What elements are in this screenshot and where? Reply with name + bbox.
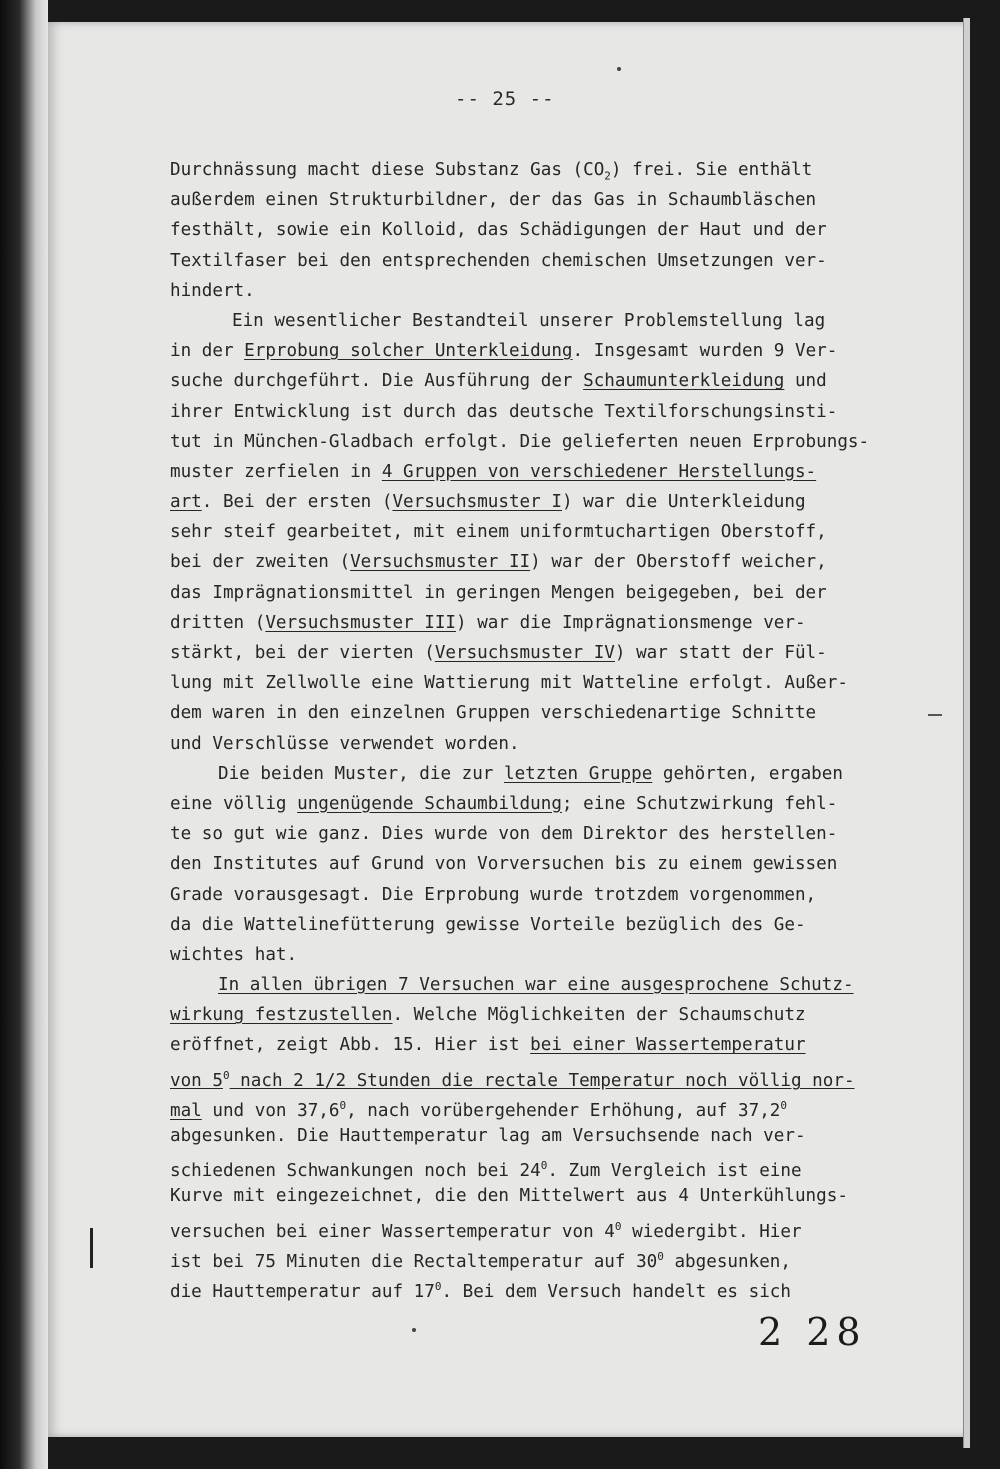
underlined-text: 4 Gruppen von verschiedener Herstellungs-	[381, 461, 817, 482]
text-run: bei der zweiten (	[170, 552, 351, 573]
text-run: 0	[222, 1068, 230, 1082]
text-run: und Verschlüsse verwendet worden.	[170, 733, 520, 754]
text-run: das Imprägnationsmittel in geringen Mengen beigegeben, bei der	[170, 582, 827, 603]
text-run: eröffnet, zeigt Abb. 15. Hier ist	[170, 1035, 531, 1056]
text-run: hindert.	[170, 280, 255, 301]
text-line	[170, 1030, 940, 1060]
text-run: . Bei dem Versuch handelt es sich	[441, 1281, 791, 1302]
text-run: abgesunken. Die Hauttemperatur lag am Versuchsende nach ver-	[170, 1126, 806, 1146]
text-line	[170, 910, 940, 940]
text-line	[170, 1061, 940, 1091]
text-run: den Institutes auf Grund von Vorversuchen bis zu einem gewissen	[170, 854, 838, 875]
text-run: te so gut wie ganz. Dies wurde von dem Direktor des herstellen-	[170, 824, 838, 845]
text-line	[170, 547, 940, 577]
text-run: . Zum Vergleich ist eine	[547, 1161, 802, 1182]
text-run: dem waren in den einzelnen Gruppen verschiedenartige Schnitte	[170, 703, 817, 724]
text-line	[170, 970, 940, 1000]
text-run: tut in München-Gladbach erfolgt. Die gelieferten neuen Erprobungs-	[170, 431, 870, 452]
text-run: gehörten, ergaben	[652, 763, 843, 784]
text-line	[170, 880, 940, 910]
underlined-text: nach 2 1/2 Stunden die rectale Temperatur noch völlig nor-	[229, 1070, 855, 1091]
text-run: ) frei. Sie enthält	[610, 160, 813, 180]
text-line	[170, 1151, 940, 1181]
text-run: da die Wattelinefütterung gewisse Vorteile bezüglich des Ge-	[170, 914, 806, 935]
page-edge	[963, 18, 970, 1448]
text-line	[170, 366, 940, 396]
punch-dot	[617, 67, 621, 71]
text-line	[170, 397, 940, 427]
underlined-text: Erprobung solcher Unterkleidung	[244, 341, 573, 362]
text-run: . Welche Möglichkeiten der Schaumschutz	[392, 1005, 806, 1026]
text-run: stärkt, bei der vierten (	[170, 643, 435, 663]
text-line	[170, 1091, 940, 1121]
underlined-text: von 5	[170, 1070, 223, 1091]
text-line	[170, 1272, 940, 1302]
underlined-text: wirkung festzustellen	[170, 1005, 393, 1026]
text-line	[170, 457, 940, 487]
underlined-text: ungenügende Schaumbildung	[297, 793, 562, 814]
text-run: . Bei der ersten (	[201, 492, 393, 513]
text-line	[170, 638, 940, 668]
text-run: suche durchgeführt. Die Ausführung der	[170, 371, 584, 392]
text-run: Die beiden Muster, die zur	[218, 763, 504, 784]
text-line	[170, 1121, 940, 1151]
underlined-text: In allen übrigen 7 Versuchen war eine ausgesprochene Schutz-	[218, 975, 854, 996]
text-line	[170, 246, 940, 276]
text-run: muster zerfielen in	[170, 461, 382, 482]
text-line	[170, 517, 940, 547]
text-run: Kurve mit eingezeichnet, die den Mittelwert aus 4 Unterkühlungs-	[170, 1186, 848, 1207]
text-run: ) war der Oberstoff weicher,	[530, 552, 827, 573]
text-line	[170, 487, 940, 517]
underlined-text: Versuchsmuster II	[350, 552, 531, 573]
text-line	[170, 849, 940, 879]
text-line	[170, 427, 940, 457]
text-line	[170, 1181, 940, 1211]
text-line	[170, 1212, 940, 1242]
text-run: und	[784, 371, 827, 392]
underlined-text: Versuchsmuster III	[265, 612, 457, 633]
margin-tick	[928, 714, 942, 716]
text-run: sehr steif gearbeitet, mit einem uniformtuchartigen Oberstoff,	[170, 522, 827, 543]
underlined-text: bei einer Wassertemperatur	[530, 1035, 806, 1056]
text-run: . Insgesamt wurden 9 Ver-	[572, 341, 838, 362]
text-run: ) war statt der Fül-	[614, 643, 827, 663]
text-line	[170, 185, 940, 215]
text-line	[170, 578, 940, 608]
text-run: festhält, sowie ein Kolloid, das Schädigungen der Haut und der	[170, 220, 827, 241]
text-line	[170, 155, 940, 185]
text-run: außerdem einen Strukturbildner, der das Gas in Schaumbläschen	[170, 190, 817, 211]
text-run: ; eine Schutzwirkung fehl-	[561, 793, 838, 814]
text-run: 0	[339, 1098, 347, 1112]
text-run: 0	[780, 1098, 788, 1112]
text-run: Ein wesentlicher Bestandteil unserer Problemstellung lag	[232, 310, 826, 331]
text-run: schiedenen Schwankungen noch bei 24	[170, 1161, 541, 1182]
text-line	[170, 789, 940, 819]
text-run: dritten (	[170, 612, 266, 633]
text-run: in der	[170, 341, 245, 362]
text-line	[170, 698, 940, 728]
text-run: 0	[614, 1219, 622, 1233]
text-run: versuchen bei einer Wassertemperatur von 4	[170, 1221, 615, 1242]
text-run: die Hauttemperatur auf 17	[170, 1281, 435, 1302]
text-run: 0	[657, 1249, 664, 1263]
text-run: Durchnässung macht diese Substanz Gas (CO	[170, 160, 605, 180]
underlined-text: letzten Gruppe	[504, 763, 653, 784]
text-line	[170, 1242, 940, 1272]
text-run: , nach vorübergehender Erhöhung, auf 37,2	[346, 1100, 781, 1121]
text-run: 0	[540, 1159, 548, 1173]
text-line	[170, 759, 940, 789]
text-line	[170, 940, 940, 970]
text-line	[170, 306, 940, 336]
text-run: 0	[434, 1279, 442, 1293]
text-line	[170, 276, 940, 306]
underlined-text: Versuchsmuster IV	[434, 643, 615, 663]
page-number: -- 25 --	[455, 88, 555, 110]
text-line	[170, 336, 940, 366]
text-run: ) war die Imprägnationsmenge ver-	[456, 612, 806, 633]
text-run: abgesunken,	[663, 1251, 791, 1272]
archive-stamp-number: 2 28	[758, 1310, 867, 1354]
margin-mark	[90, 1228, 93, 1268]
text-run: und von 37,6	[201, 1100, 340, 1121]
text-run: ) war die Unterkleidung	[561, 492, 806, 513]
text-line	[170, 215, 940, 245]
text-run: Textilfaser bei den entsprechenden chemischen Umsetzungen ver-	[170, 250, 827, 271]
underlined-text: mal	[170, 1100, 202, 1121]
underlined-text: Schaumunterkleidung	[583, 371, 785, 392]
text-line	[170, 668, 940, 698]
punch-dot	[412, 1328, 416, 1332]
text-run: lung mit Zellwolle eine Wattierung mit Watteline erfolgt. Außer-	[170, 673, 848, 694]
text-run: ist bei 75 Minuten die Rectaltemperatur auf 30	[170, 1251, 658, 1272]
text-run: Grade vorausgesagt. Die Erprobung wurde trotzdem vorgenommen,	[170, 884, 817, 905]
body-text	[170, 155, 940, 1302]
text-run: eine völlig	[170, 793, 298, 814]
text-run: wiedergibt. Hier	[621, 1221, 802, 1242]
text-run: 2	[604, 169, 611, 183]
underlined-text: Versuchsmuster I	[392, 492, 562, 513]
text-line	[170, 608, 940, 638]
text-line	[170, 1000, 940, 1030]
book-spine	[0, 0, 48, 1469]
underlined-text: art	[170, 492, 202, 513]
text-line	[170, 819, 940, 849]
text-line	[170, 729, 940, 759]
text-run: wichtes hat.	[170, 944, 298, 965]
text-run: ihrer Entwicklung ist durch das deutsche Textilforschungsinsti-	[170, 401, 838, 422]
